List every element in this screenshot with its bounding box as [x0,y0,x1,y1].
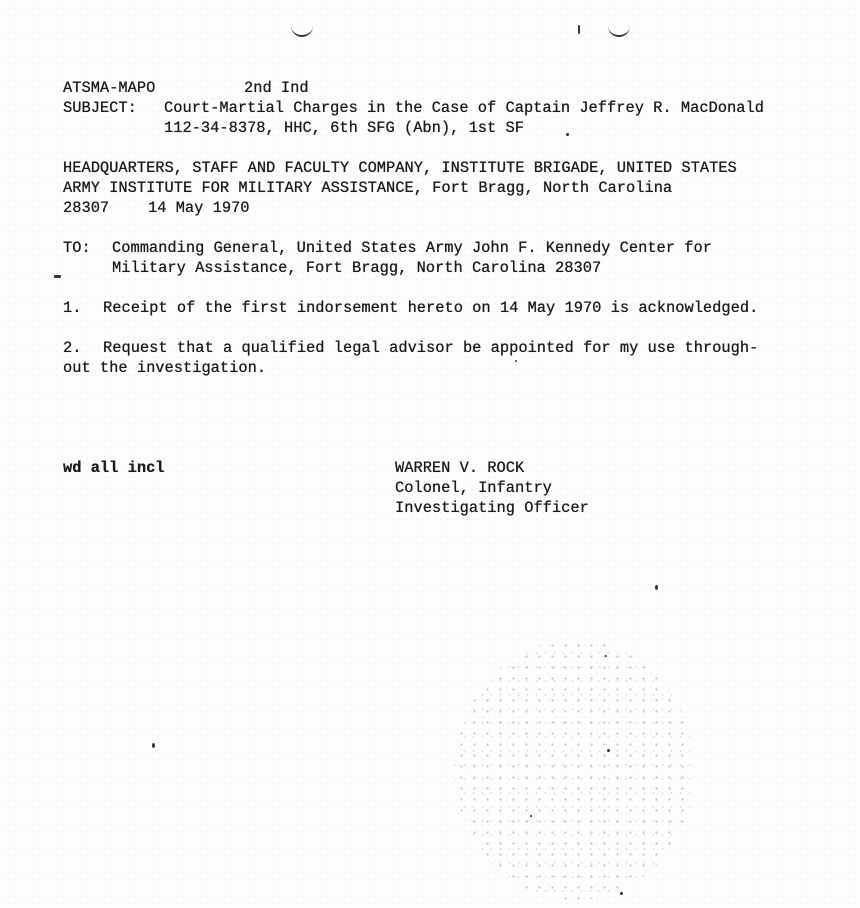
paragraph-2-number: 2. [63,339,82,357]
paragraph-2-text-line-2: out the investigation. [63,359,267,377]
subject-line-2: 112-34-8378, HHC, 6th SFG (Abn), 1st SF [164,119,524,137]
to-line-2: Military Assistance, Fort Bragg, North Carolina 28307 [112,259,602,277]
scan-mark [578,25,580,34]
office-symbol: ATSMA-MAPO [63,79,156,97]
to-line-1: Commanding General, United States Army John F. Kennedy Center for [112,239,712,257]
scan-speck [566,133,569,136]
punch-hole-mark-right [608,26,630,37]
scan-speck [655,585,658,590]
paragraph-1-number: 1. [63,299,82,317]
from-zip: 28307 [63,199,110,217]
scan-speck [605,655,607,657]
document-date: 14 May 1970 [148,199,250,217]
scan-speck [152,743,155,748]
to-label: TO: [63,239,91,257]
enclosure-note: wd all incl [63,459,165,477]
signer-title: Investigating Officer [395,499,589,517]
punch-hole-mark-left [291,26,313,37]
from-line-2: ARMY INSTITUTE FOR MILITARY ASSISTANCE, Fort Bragg, North Carolina [63,179,673,197]
scan-speck [515,360,517,362]
subject-line-1: Court-Martial Charges in the Case of Captain Jeffrey R. MacDonald [164,99,764,117]
scan-speck [607,749,610,752]
indorsement-number: 2nd Ind [244,79,309,97]
signer-rank-branch: Colonel, Infantry [395,479,552,497]
scan-speck [530,815,532,817]
paragraph-1-text: Receipt of the first indorsement hereto on 14 May 1970 is acknowledged. [103,299,759,317]
subject-label: SUBJECT: [63,99,137,117]
signer-name: WARREN V. ROCK [395,459,525,477]
from-line-1: HEADQUARTERS, STAFF AND FACULTY COMPANY, INSTITUTE BRIGADE, UNITED STATES [63,159,737,177]
scan-noise-area [455,640,695,900]
scan-speck [620,892,623,895]
margin-mark [54,275,61,278]
paragraph-2-text-line-1: Request that a qualified legal advisor be appointed for my use through- [103,339,759,357]
